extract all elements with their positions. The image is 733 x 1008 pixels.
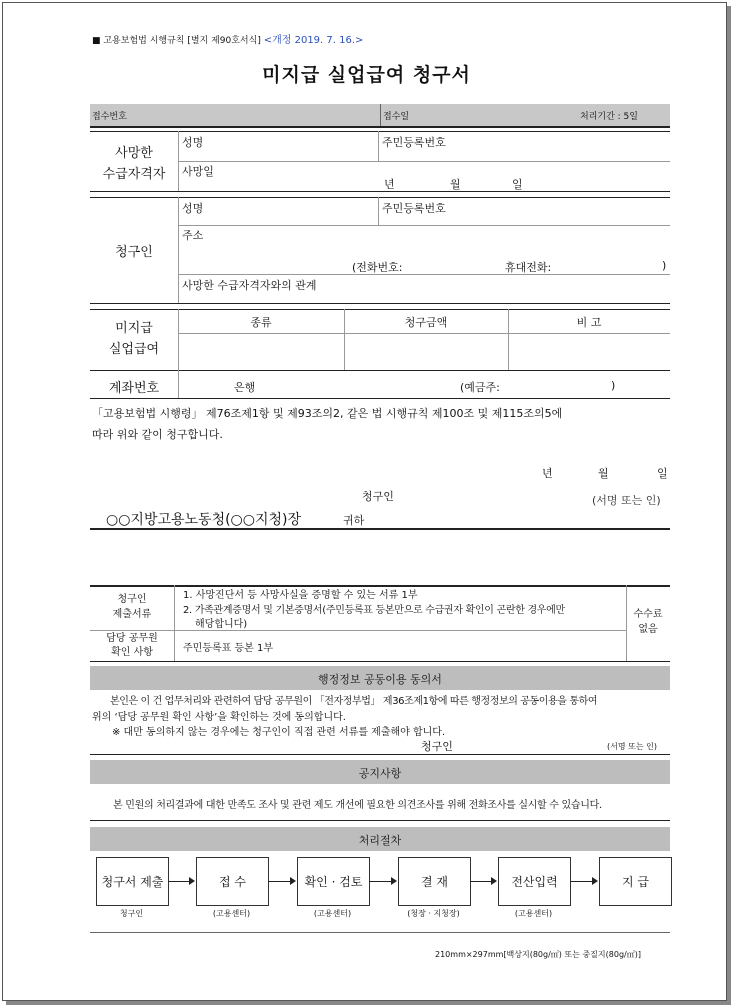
flow-arrow [268,881,290,882]
flow-arrowhead [189,877,195,885]
death-date-label: 사망일 [182,165,214,178]
claimant-mobile-field[interactable]: 휴대전화: [505,261,552,274]
notice-title: 공지사항 [358,767,402,780]
col-amount-header: 청구금액 [404,316,448,329]
step-review-box: 확인 · 검토 [297,857,370,906]
flow-arrow [369,881,391,882]
account-holder-field[interactable]: (예금주: [460,381,500,394]
honorific: 귀하 [343,514,365,527]
phone-close-paren: ) [662,259,667,272]
deceased-name-field[interactable]: 성명 [182,136,204,149]
consent-sign[interactable]: (서명 또는 인) [607,742,657,751]
holder-close-paren: ) [611,379,616,392]
step-entry-actor: (고용센터) [514,909,553,918]
account-section-label: 계좌번호 [108,381,160,396]
claimant-name-field[interactable]: 성명 [182,202,204,215]
consent-title: 행정정보 공동이용 동의서 [318,673,442,686]
step-receipt-box: 접 수 [196,857,269,906]
step-entry-box: 전산입력 [498,857,571,906]
sign-day[interactable]: 일 [657,467,668,480]
submit-doc-item-2: 2. 가족관계증명서 및 기본증명서(주민등록표 등본만으로 수급권자 확인이 곤란한 경우에만 [183,605,565,616]
paper-spec: 210mm×297mm[백상지(80g/㎡) 또는 중질지(80g/㎡)] [435,950,641,959]
procedure-title: 처리절차 [358,834,402,847]
step-submit-box: 청구서 제출 [96,857,169,906]
statement-line-2: 따라 위와 같이 청구합니다. [92,428,223,441]
claimant-rrn-field[interactable]: 주민등록번호 [382,202,446,215]
death-date-year[interactable]: 년 [384,178,395,191]
consent-claimant-label: 청구인 [421,740,453,753]
flow-arrow [168,881,189,882]
submit-doc-item-1: 1. 사망진단서 등 사망사실을 증명할 수 있는 서류 1부 [183,590,418,601]
col-note-header: 비 고 [576,316,602,329]
sign-or-seal[interactable]: (서명 또는 인) [592,494,661,507]
form-title: 미지급 실업급여 청구서 [262,64,471,86]
processing-period: 처리기간 : 5일 [580,112,638,122]
submit-docs-label: 청구인 제출서류 [112,594,152,620]
deceased-section-label: 사망한 수급자격자 [102,146,166,182]
fee-label: 수수료 없음 [633,609,663,635]
step-approval-box: 결 재 [398,857,471,906]
officer-check-label: 담당 공무원 확인 사항 [106,633,158,658]
notice-text: 본 민원의 처리결과에 대한 만족도 조사 및 관련 제도 개선에 필요한 의견조사를 위해 전화조사를 실시할 수 있습니다. [113,800,602,811]
consent-line-2: 위의 ‘담당 공무원 확인 사항’을 확인하는 것에 동의합니다. [92,712,346,723]
statement-line-1: 「고용보험법 시행령」 제76조제1항 및 제93조의2, 같은 법 시행규칙 제100조 및 제115조의5에 [92,407,563,420]
flow-arrowhead [491,877,497,885]
revision-note: <개정 2019. 7. 16.> [263,35,364,46]
law-reference: ■ 고용보험법 시행규칙 [별지 제90호서식] <개정 2019. 7. 16.> [92,35,364,46]
flow-arrowhead [592,877,598,885]
sign-claimant-label: 청구인 [362,490,394,503]
col-type-header: 종류 [250,316,272,329]
claimant-section-label: 청구인 [115,245,153,260]
claimant-phone-field[interactable]: (전화번호: [352,261,403,274]
bank-field[interactable]: 은행 [234,381,256,394]
receipt-number-label: 접수번호 [92,112,127,122]
officer-check-item: 주민등록표 등본 1부 [183,643,273,654]
deceased-rrn-field[interactable]: 주민등록번호 [382,136,446,149]
death-date-month[interactable]: 월 [450,178,461,191]
flow-arrow [470,881,491,882]
flow-arrowhead [290,877,296,885]
flow-arrowhead [391,877,397,885]
flow-arrow [570,881,592,882]
step-submit-actor: 청구인 [119,909,144,918]
sign-month[interactable]: 월 [598,467,609,480]
death-date-day[interactable]: 일 [512,178,523,191]
relationship-field[interactable]: 사망한 수급자격자와의 관계 [182,279,317,292]
consent-line-1: 본인은 이 건 업무처리와 관련하여 담당 공무원이 「전자정부법」 제36조제1항에 따른 행정정보의 공동이용을 통하여 [110,696,598,707]
receipt-date-label: 접수일 [383,112,410,122]
addressee: ○○지방고용노동청(○○지청)장 [106,512,302,528]
sign-year[interactable]: 년 [542,467,553,480]
step-payment-box: 지 급 [599,857,672,906]
claimant-address-field[interactable]: 주소 [182,229,204,242]
unpaid-section-label: 미지급 실업급여 [108,321,160,357]
submit-doc-item-2-cont: 해당합니다) [195,619,248,630]
step-receipt-actor: (고용센터) [212,909,251,918]
consent-line-3: ※ 대만 동의하지 않는 경우에는 청구인이 직접 관련 서류를 제출해야 합니다. [112,727,446,738]
step-approval-actor: (청장 · 지청장) [407,909,460,918]
step-review-actor: (고용센터) [313,909,352,918]
